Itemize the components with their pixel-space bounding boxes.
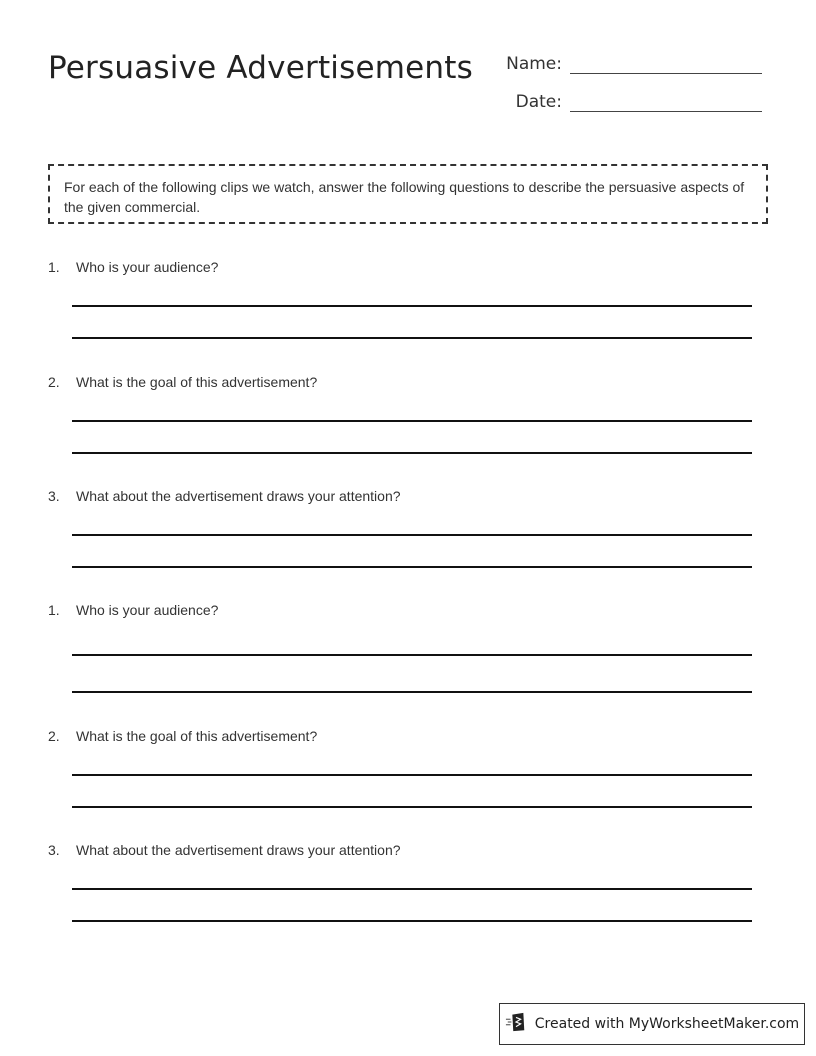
question-item [48,841,768,859]
date-label: Date: [515,92,562,112]
name-field-row [490,54,762,74]
question-text: What about the advertisement draws your attention? [76,842,401,858]
question-number: 2. [48,728,60,744]
question-number: 3. [48,842,60,858]
answer-line[interactable] [72,452,752,454]
answer-line[interactable] [72,774,752,776]
question-text: Who is your audience? [76,602,219,618]
question-item [48,487,768,505]
question-item [48,601,768,619]
answer-line[interactable] [72,305,752,307]
page-title: Persuasive Advertisements [48,50,473,86]
answer-line[interactable] [72,806,752,808]
question-text: What about the advertisement draws your attention? [76,488,401,504]
question-item [48,373,768,391]
instructions-box: For each of the following clips we watch, answer the following questions to describe the persuasive aspects of the given commercial. [48,164,768,224]
date-field-row [490,92,762,112]
question-text: Who is your audience? [76,259,219,275]
answer-line[interactable] [72,566,752,568]
question-text: What is the goal of this advertisement? [76,374,318,390]
question-text: What is the goal of this advertisement? [76,728,318,744]
answer-line[interactable] [72,920,752,922]
footer-text: Created with MyWorksheetMaker.com [534,1016,800,1032]
question-number: 1. [48,259,60,275]
answer-line[interactable] [72,337,752,339]
answer-line[interactable] [72,654,752,656]
name-label: Name: [506,54,562,74]
question-item [48,258,768,276]
question-number: 3. [48,488,60,504]
answer-line[interactable] [72,534,752,536]
question-item [48,727,768,745]
question-number: 2. [48,374,60,390]
worksheet-logo-icon [505,1011,527,1037]
footer-badge [499,1003,805,1045]
answer-line[interactable] [72,691,752,693]
date-input-line[interactable] [570,111,762,112]
answer-line[interactable] [72,888,752,890]
question-number: 1. [48,602,60,618]
name-input-line[interactable] [570,73,762,74]
answer-line[interactable] [72,420,752,422]
